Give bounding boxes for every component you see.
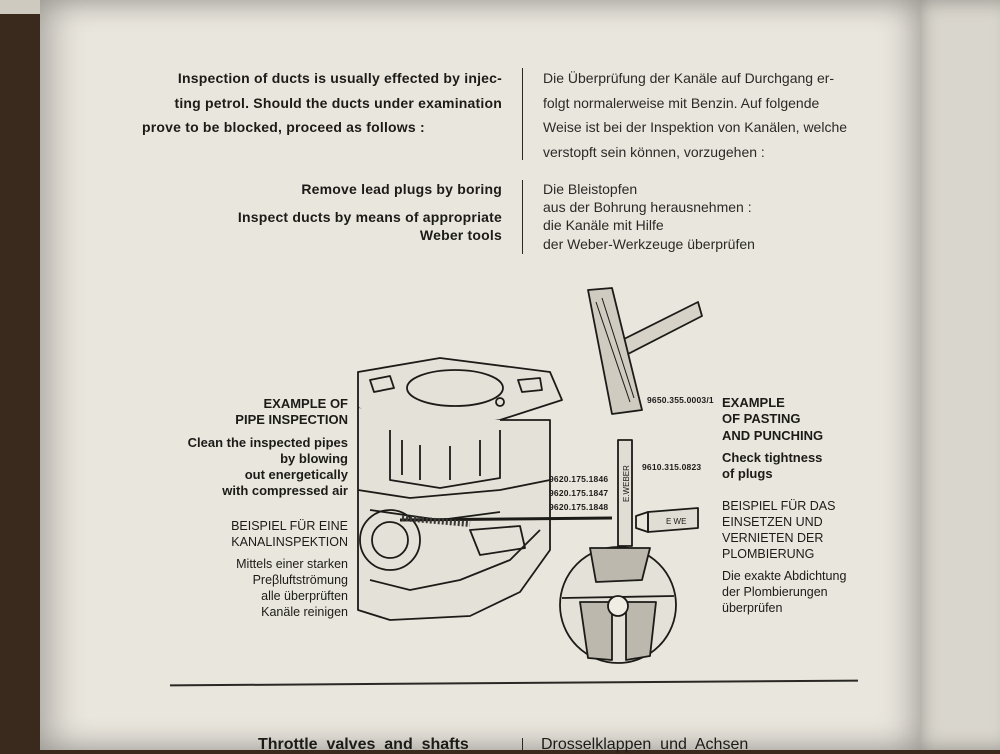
step-de-line: die Kanäle mit Hilfe [543, 217, 664, 234]
caption-heading: EXAMPLE [722, 395, 785, 410]
pasting-punching-caption [722, 395, 892, 616]
step-en-line: Remove lead plugs by boring [301, 181, 502, 197]
caption-de-body: Kanäle reinigen [261, 604, 348, 619]
intro-en-line: prove to be blocked, proceed as follows : [142, 119, 425, 135]
caption-de-heading: BEISPIEL FÜR DAS [722, 499, 836, 514]
caption-de-body: alle überprüften [261, 588, 348, 603]
caption-de-body: Mittels einer starken [236, 556, 348, 571]
step-de-line: Die Bleistopfen [543, 181, 638, 197]
part-number-rod: 9620.175.1848 [549, 502, 609, 512]
caption-heading: PIPE INSPECTION [235, 412, 348, 428]
next-section-de: Drosselklappen und Achsen [541, 736, 749, 753]
steps-de [543, 180, 893, 253]
caption-heading: OF PASTING [722, 411, 801, 427]
intro-en-line: ting petrol. Should the ducts under examination [174, 94, 502, 111]
part-number-rod: 9620.175.1847 [549, 488, 609, 498]
caption-body: by blowing [280, 450, 348, 466]
caption-de-heading: KANALINSPEKTION [231, 534, 348, 549]
step-en-line: Weber tools [419, 227, 502, 244]
intro-de [543, 66, 893, 164]
part-number-rod: 9620.175.1846 [549, 474, 609, 484]
column-divider [522, 738, 523, 750]
punch-mark: E.WEBER [622, 465, 631, 502]
caption-de-body: der Plombierungen [722, 585, 828, 600]
caption-de-body: Die exakte Abdichtung [722, 569, 847, 584]
hammer-handle [622, 302, 702, 354]
intro-de-line: folgt normalerweise mit Benzin. Auf folgende [543, 94, 820, 111]
intro-de-line: verstopft sein können, vorzugehen : [543, 143, 765, 160]
caption-body: out energetically [244, 467, 348, 482]
pipe-inspection-caption [130, 396, 348, 620]
nozzle-mark: E WE [666, 517, 687, 526]
carburetor-illustration [350, 280, 710, 665]
intro-en [110, 66, 502, 140]
caption-de-body: überprüfen [722, 601, 783, 616]
step-de-line: der Weber-Werkzeuge überprüfen [543, 235, 755, 252]
intro-de-line: Weise ist bei der Inspektion von Kanälen, welche [543, 119, 848, 135]
caption-heading: AND PUNCHING [722, 427, 824, 443]
column-divider [522, 68, 523, 160]
caption-body: Clean the inspected pipes [187, 434, 348, 450]
part-number-punch: 9610.315.0823 [642, 462, 702, 472]
caption-de-heading: PLOMBIERUNG [722, 547, 815, 562]
step-en-line: Inspect ducts by means of appropriate [237, 209, 502, 226]
caption-de-heading: BEISPIEL FÜR EINE [231, 518, 348, 533]
caption-body: Check tightness [722, 449, 823, 465]
part-number-hammer: 9650.355.0003/1 [647, 395, 714, 405]
caption-body: with compressed air [222, 483, 348, 499]
column-divider [522, 180, 523, 254]
caption-body: of plugs [722, 466, 773, 481]
step-de-line: aus der Bohrung herausnehmen : [543, 199, 752, 216]
caption-de-heading: VERNIETEN DER [722, 531, 824, 546]
intro-en-line: Inspection of ducts is usually effected by injec- [177, 70, 502, 86]
caption-heading: EXAMPLE OF [263, 396, 348, 411]
carburetor-body [358, 408, 550, 620]
caption-de-heading: EINSETZEN UND [722, 515, 823, 530]
steps-en [150, 180, 502, 245]
intro-de-line: Die Überprüfung der Kanäle auf Durchgang er- [543, 70, 835, 86]
caption-de-body: Preβluftströmung [252, 572, 348, 587]
next-section-en: Throttle valves and shafts [258, 736, 469, 753]
